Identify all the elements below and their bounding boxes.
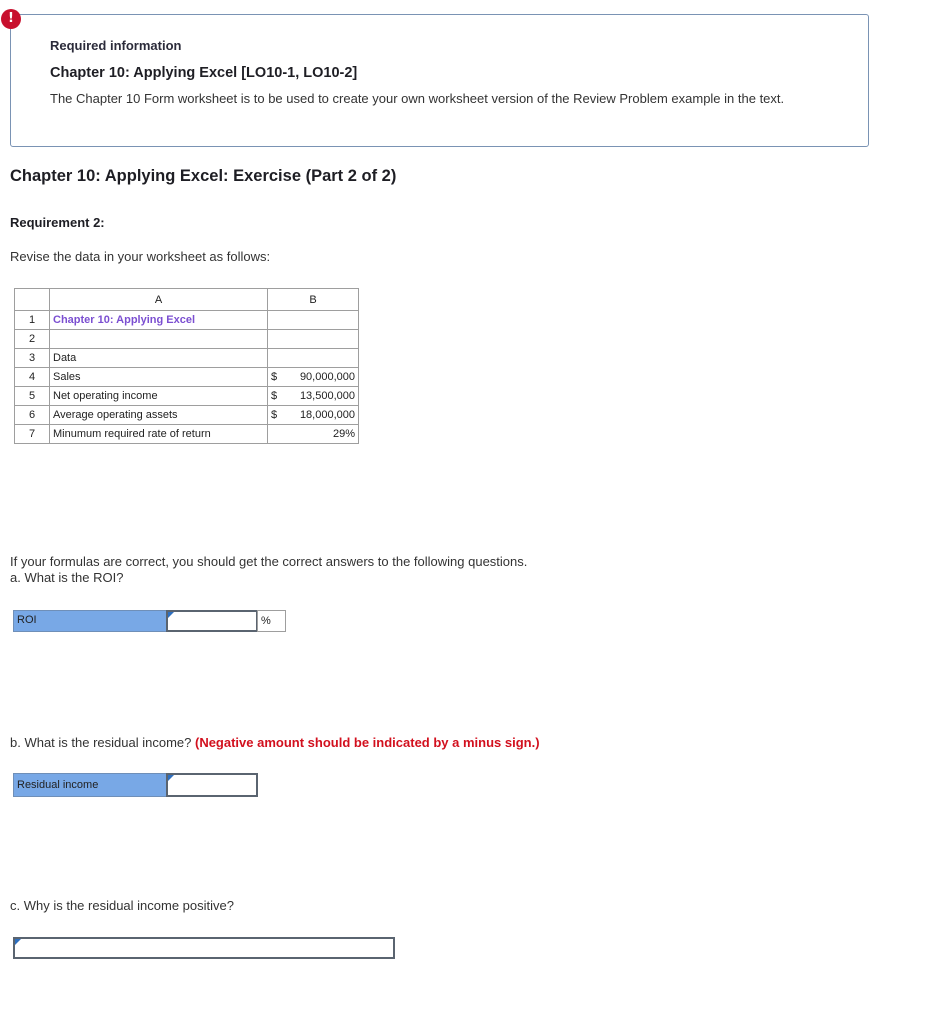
question-a-text: a. What is the ROI?: [10, 570, 124, 585]
input-flag-icon: [168, 612, 174, 618]
row-number: 3: [15, 349, 50, 368]
residual-income-input[interactable]: [166, 773, 258, 797]
question-b-text: b. What is the residual income?: [10, 735, 195, 750]
row-number: 5: [15, 387, 50, 406]
row-number: 1: [15, 311, 50, 330]
amount: 18,000,000: [299, 409, 355, 421]
cell-a: Sales: [50, 368, 268, 387]
page-title: Chapter 10: Applying Excel: Exercise (Part 2 of 2): [10, 167, 397, 185]
roi-label: ROI: [13, 610, 167, 632]
cell-a: Net operating income: [50, 387, 268, 406]
worksheet-row: [15, 368, 359, 387]
cell-a: Average operating assets: [50, 406, 268, 425]
cell-b: [268, 368, 359, 387]
column-header-a: A: [50, 289, 268, 311]
row-number: 4: [15, 368, 50, 387]
cell-b: [268, 406, 359, 425]
amount: 13,500,000: [299, 390, 355, 402]
worksheet-column-header-row: [15, 289, 359, 311]
question-intro: [10, 554, 527, 586]
currency-symbol: $: [271, 371, 278, 383]
currency-symbol: $: [271, 409, 278, 421]
worksheet-title-cell: Chapter 10: Applying Excel: [50, 311, 268, 330]
exclamation-icon: !: [1, 9, 21, 29]
cell-a: Minumum required rate of return: [50, 425, 268, 444]
worksheet-row: [15, 349, 359, 368]
worksheet-row: [15, 311, 359, 330]
cell-a: Data: [50, 349, 268, 368]
required-information-panel: [10, 14, 869, 147]
worksheet-row: [15, 406, 359, 425]
info-body: The Chapter 10 Form worksheet is to be used to create your own worksheet version of the Review Problem example in the text.: [50, 91, 785, 106]
input-flag-icon: [168, 775, 174, 781]
residual-income-label: Residual income: [13, 773, 167, 797]
cell-b: [268, 349, 359, 368]
row-number: 7: [15, 425, 50, 444]
currency-symbol: $: [271, 390, 278, 402]
row-number: 6: [15, 406, 50, 425]
worksheet-table: [14, 288, 359, 444]
worksheet-row: [15, 425, 359, 444]
row-number: 2: [15, 330, 50, 349]
intro-text: If your formulas are correct, you should get the correct answers to the following questions.: [10, 554, 528, 569]
corner-cell: [15, 289, 50, 311]
percent-unit: %: [257, 610, 286, 632]
cell-b: [268, 330, 359, 349]
info-subtitle: Chapter 10: Applying Excel [LO10-1, LO10-2]: [50, 65, 358, 81]
negative-amount-warning: (Negative amount should be indicated by a minus sign.): [194, 735, 540, 750]
worksheet-row: [15, 330, 359, 349]
worksheet-row: [15, 387, 359, 406]
question-b: [10, 735, 540, 750]
cell-b: [268, 387, 359, 406]
question-c-text: c. Why is the residual income positive?: [10, 898, 234, 913]
positive-residual-explanation-input[interactable]: [13, 937, 395, 959]
requirement-label: Requirement 2:: [10, 215, 105, 230]
column-header-b: B: [268, 289, 359, 311]
cell-b: 29%: [268, 425, 359, 444]
roi-input[interactable]: [166, 610, 258, 632]
input-flag-icon: [15, 939, 21, 945]
cell-b: [268, 311, 359, 330]
amount: 90,000,000: [299, 371, 355, 383]
info-title: Required information: [50, 38, 182, 53]
cell-a: [50, 330, 268, 349]
requirement-text: Revise the data in your worksheet as follows:: [10, 249, 271, 264]
